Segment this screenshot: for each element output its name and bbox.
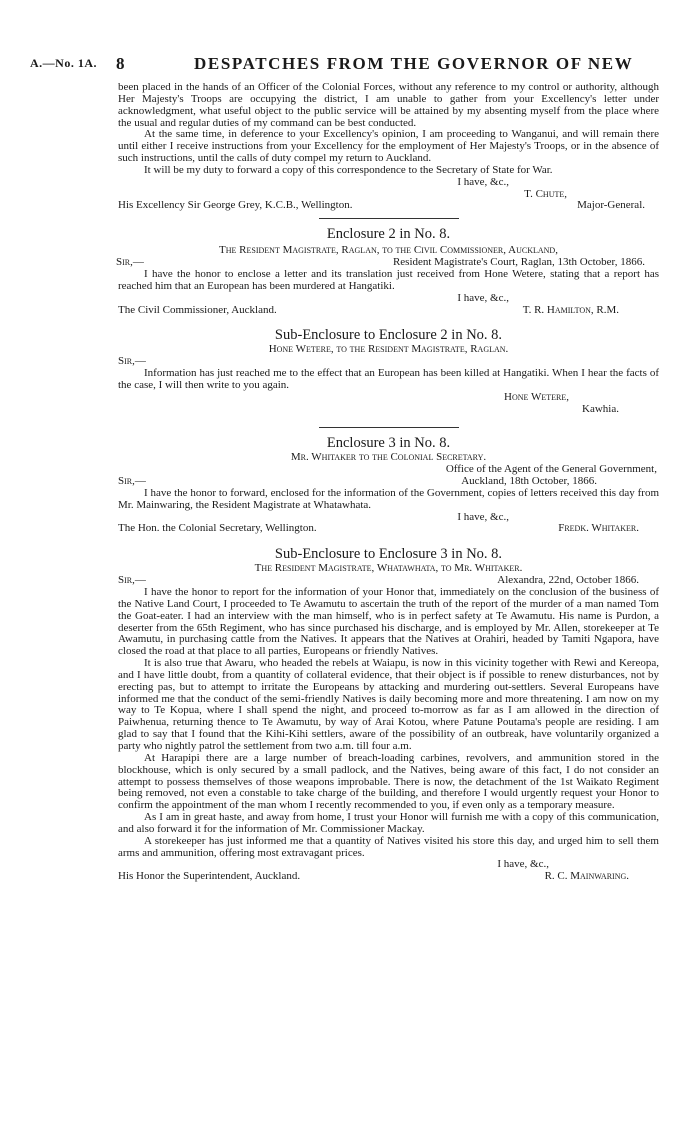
paragraph: I have the honor to forward, enclosed for the information of the Government, copies of letters received this day from Mr. Mainwaring, the Resident Magistrate at Whatawhata. [118, 486, 659, 511]
signature: T. Chute, [524, 187, 567, 200]
paragraph: At the same time, in deference to your Excellency's opinion, I am proceeding to Wanganui, and will remain there until either I receive instructions from your Excellency for the employment of Her Majesty's Troops, or in the absence of such instructions, until the calls of duty compel my return to Auckland. [118, 128, 659, 165]
signature: T. R. Hamilton, R.M. [522, 303, 619, 316]
salutation: Sir,— [118, 355, 146, 368]
addressee-row [118, 200, 659, 212]
addressee-row [118, 305, 659, 317]
date: Alexandra, 22nd, October 1866. [497, 574, 639, 587]
closing: I have, &c., [457, 291, 509, 304]
office-line: Office of the Agent of the General Government, [445, 463, 657, 476]
enclosure-from: Hone Wetere, to the Resident Magistrate, Raglan. [268, 343, 509, 356]
signer-place: Kawhia. [582, 402, 619, 415]
enclosure-heading: Sub-Enclosure to Enclosure 3 in No. 8. [274, 546, 503, 563]
salutation: Sir,— [116, 256, 144, 269]
enclosure-from: Mr. Whitaker to the Colonial Secretary. [290, 451, 487, 464]
enclosure-heading: Enclosure 2 in No. 8. [326, 226, 451, 243]
paragraph: It is also true that Awaru, who headed the rebels at Waiapu, is now in this vicinity together with Rewi and Kereopa, and I have little doubt, from a quantity of collateral evidence, that their object is if possible to renew disturbances, not by erecting pas, but to attempt to irritate the Europeans by attacking and murdering out-settlers. Several Europeans have informed me that the conduct of the semi-friendly Natives is daily becoming more and more threatening. I am now on my way to Te Kopua, where I shall spend the night, and proceed to-morrow as far as I am allowed in the direction of Paiwhenua, returning thence to Te Awamutu, by way of Arai Kotou, where Patune Poutama's people are residing. I am glad to say that I found that the Kihi-Kihi settlers, aware of the possibility of an outbreak, have voluntarily organized a party who nightly patrol the settlement from two a.m. till four a.m. [118, 657, 659, 752]
date: Auckland, 18th October, 1866. [461, 475, 597, 488]
addressee: The Hon. the Colonial Secretary, Wellington. [118, 522, 317, 535]
paragraph: Information has just reached me to the effect that an European has been killed at Hangatiki. When I hear the facts of the case, I will then write to you again. [118, 367, 659, 391]
addressee: His Honor the Superintendent, Auckland. [118, 870, 301, 883]
enclosure-from: The Resident Magistrate, Whatawhata, to Mr. Whitaker. [254, 562, 523, 575]
paragraph: I have the honor to report for the information of your Honor that, immediately on the conclusion of the business of the Native Land Court, I proceeded to Te Awamutu to ascertain the truth of the report of the murder of a man named Tom the Goat-eater. I had an interview with the man himself, who is in perfect safety at Te Awamutu. His name is Purdon, a deserter from the 65th Regiment, who has since purchased his discharge, and is employed by Mr. Allen, storekeeper at Te Awamutu, in purchasing cattle from the Natives. It appears that the Natives at Orahiri, headed by Tamiti Ngapora, have closed the road at that place to all parties, Europeans or friendly Natives. [118, 586, 659, 658]
closing: I have, &c., [457, 175, 509, 188]
paragraph: been placed in the hands of an Officer of the Colonial Forces, without any reference to my control or authority, although Her Majesty's Troops are occupying the district, I am unable to gather from your Excellency's letter under acknowledgment, what useful object to the public service will be attained by my absenting myself from the place where the usual and regular duties of my command can be best conducted. [118, 81, 659, 129]
enclosure-heading: Enclosure 3 in No. 8. [326, 435, 451, 452]
salutation: Sir,— [118, 574, 146, 587]
divider [319, 218, 459, 219]
letter-chute [118, 82, 659, 212]
enclosure-heading: Sub-Enclosure to Enclosure 2 in No. 8. [274, 327, 503, 344]
salutation: Sir,— [118, 475, 146, 488]
addressee-row [118, 523, 659, 535]
page-header [0, 54, 700, 76]
enclosure-3 [118, 434, 659, 535]
paragraph: As I am in great haste, and away from home, I trust your Honor will furnish me with a copy of this communication, and also forward it for the information of Mr. Commissioner Mackay. [118, 811, 659, 835]
paragraph: I have the honor to enclose a letter and its translation just received from Hone Wetere, stating that a report has reached him that an European has been murdered at Hangatiki. [118, 267, 659, 292]
enclosure-2 [118, 225, 659, 316]
page-number: 8 [116, 54, 125, 73]
signer-rank: Major-General. [577, 199, 645, 212]
signature: Fredk. Whitaker. [558, 522, 639, 535]
signature: R. C. Mainwaring. [544, 870, 629, 883]
sub-enclosure-2 [118, 326, 659, 415]
addressee: The Civil Commissioner, Auckland. [118, 303, 277, 316]
paragraph: A storekeeper has just informed me that a quantity of Natives visited his store this day, and urged him to sell them arms and ammunition, offering most extravagant prices. [118, 834, 659, 859]
signature: Hone Wetere, [504, 390, 569, 403]
running-title: DESPATCHES FROM THE GOVERNOR OF NEW [194, 54, 634, 73]
enclosure-from: The Resident Magistrate, Raglan, to the Civil Commissioner, Auckland, [219, 244, 558, 257]
paragraph: At Harapipi there are a large number of breach-loading carbines, revolvers, and ammunition stored in the blockhouse, which is only secured by a small padlock, and the Natives, being aware of this fact, I do not consider an attempt to possess themselves of those weapons improbable. There is now, the detachment of the 1st Waikato Regiment being removed, not even a constable to take charge of the building, and therefore I would urgently request your Honor to confirm the appointment of the man whom I recently recommended to you, if even only as a temporary measure. [118, 751, 659, 812]
addressee-row [118, 871, 659, 883]
document-body [118, 82, 659, 883]
addressee: His Excellency Sir George Grey, K.C.B., Wellington. [118, 199, 353, 212]
sub-enclosure-3 [118, 545, 659, 883]
place-date: Resident Magistrate's Court, Raglan, 13th October, 1866. [392, 256, 645, 269]
document-reference: A.—No. 1A. [30, 56, 97, 70]
closing: I have, &c., [497, 858, 549, 871]
closing: I have, &c., [457, 510, 509, 523]
paragraph: It will be my duty to forward a copy of this correspondence to the Secretary of State for War. [144, 163, 553, 176]
divider [319, 427, 459, 428]
